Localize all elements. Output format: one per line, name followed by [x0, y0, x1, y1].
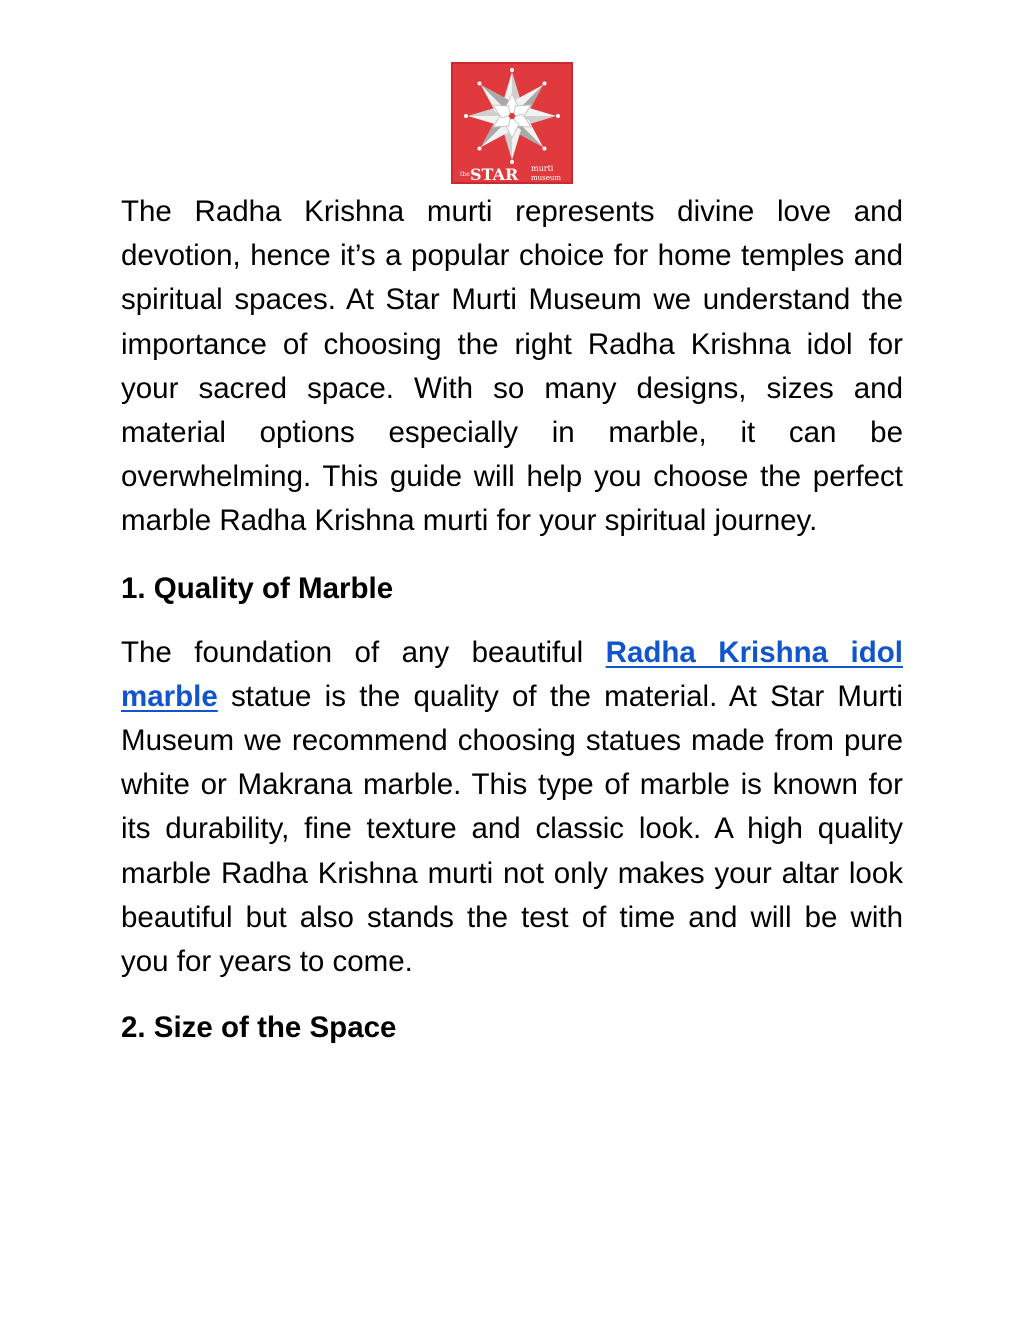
star-murti-museum-logo	[451, 62, 573, 184]
document-body	[121, 190, 903, 1050]
logo-text-murti: murti	[531, 164, 554, 173]
quality-paragraph-lead: The foundation of any beautiful	[121, 635, 606, 669]
quality-paragraph-rest: statue is the quality of the material. At Star Murti Museum we recommend choosing statues made from pure white or Makrana marble. This type of marble is known for its durability, fine texture and classic look. A high quality marble Radha Krishna murti not only makes your altar look beautiful but also stands the test of time and will be with you for years to come.	[121, 679, 903, 979]
logo-text-the: the	[460, 171, 470, 178]
logo-image	[451, 62, 573, 184]
section-heading-size-of-space: 2. Size of the Space	[121, 1011, 397, 1045]
logo-text-star: STAR	[470, 165, 519, 184]
logo-text-museum: museum	[531, 174, 562, 182]
radha-krishna-idol-marble-link[interactable]: Radha Krishna idol marble	[121, 635, 903, 713]
section-heading-quality-of-marble: 1. Quality of Marble	[121, 571, 394, 605]
quality-paragraph	[121, 631, 903, 985]
intro-paragraph: The Radha Krishna murti represents divine love and devotion, hence it’s a popular choice for home temples and spiritual spaces. At Star Murti Museum we understand the importance of choosing the right Radha Krishna idol for your sacred space. With so many designs, sizes and material options especially in marble, it can be overwhelming. This guide will help you choose the perfect marble Radha Krishna murti for your spiritual journey.	[121, 195, 903, 538]
